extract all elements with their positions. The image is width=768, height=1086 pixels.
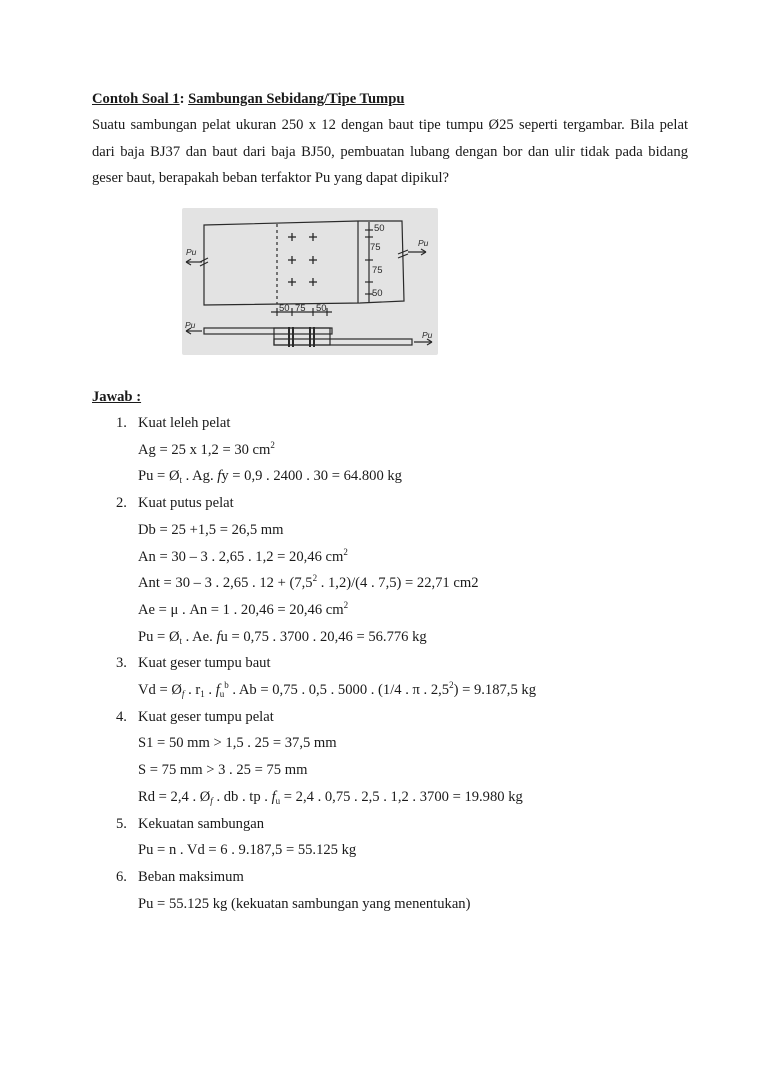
bolt-mark <box>288 233 296 241</box>
problem-section <box>92 86 688 192</box>
side-view <box>186 327 432 347</box>
side-load-label-right: Pu <box>422 330 433 340</box>
step-number: 1. <box>116 415 127 431</box>
step-title: Kuat geser tumpu pelat <box>138 708 274 725</box>
step-number: 2. <box>116 495 127 512</box>
equation-an: An = 30 – 3 . 2,65 . 1,2 = 20,46 $cm^2$ <box>138 546 348 565</box>
equation-pu: $Pu = Ø_t$ . Ag. fy = 0,9 . 2400 . 30 = 64.800 kg <box>138 468 402 486</box>
equation-ant: Ant = 30 – 3 . 2,65 . $12 + (7,5^2$ . 1,2)/(4 . 7,5) = 22,71 cm2 <box>138 573 479 592</box>
load-arrow-left <box>186 259 202 265</box>
solution-step <box>92 811 692 864</box>
side-load-label-left: Pu <box>185 320 196 330</box>
equation-pu: Pu = n . Vd = 6 . 9.187,5 = 55.125 kg <box>138 842 357 859</box>
bolt-mark <box>309 278 317 286</box>
equation-s1: S1 = 50 mm > 1,5 . 25 = 37,5 mm <box>138 735 337 752</box>
equation-vd: $Vd = Ø_f$ . $r_1$ . $f_u^b$ . Ab = 0,75 . 0,5 . 5000 . (1/4 . π . $2,5^2) = 9.187,5$ kg <box>138 680 536 700</box>
bolt-mark <box>309 256 317 264</box>
connection-drawing <box>182 208 438 355</box>
side-plate-right <box>274 339 412 345</box>
bolt-mark <box>288 278 296 286</box>
side-overlap <box>274 328 330 345</box>
problem-topic: Sambungan Sebidang/Tipe Tumpu <box>188 91 405 107</box>
step-title: Kuat leleh pelat <box>138 415 231 431</box>
dim-label-bottom: 50 <box>316 303 327 314</box>
step-number: 4. <box>116 708 127 725</box>
step-number: 3. <box>116 655 127 672</box>
dim-label-right: 75 <box>370 242 381 253</box>
load-arrow-right <box>408 249 426 255</box>
dim-label-right: 50 <box>374 223 385 234</box>
dim-label-right: 50 <box>372 288 383 299</box>
bolt-mark <box>288 256 296 264</box>
solution-step <box>92 410 692 490</box>
solution-step <box>92 650 692 703</box>
equation-pu: Pu = 55.125 kg (kekuatan sambungan yang menentukan) <box>138 895 471 912</box>
solution-step <box>92 704 692 811</box>
dim-label-right: 75 <box>372 265 383 276</box>
equation-ae: Ae = μ . An = 1 . 20,46 = 20,46 $cm^2$ <box>138 599 349 618</box>
title-separator: : <box>179 91 185 107</box>
step-number: 6. <box>116 868 127 885</box>
load-label-right: Pu <box>418 238 429 248</box>
step-title: Kuat putus pelat <box>138 495 234 512</box>
answer-heading: Jawab : <box>92 389 142 405</box>
bolt-mark <box>309 233 317 241</box>
equation-pu: $Pu = Ø_t$ . Ae. fu = 0,75 . 3700 . 20,46 = 56.776 kg <box>138 628 427 646</box>
equation-db: Db = 25 +1,5 = 26,5 mm <box>138 521 284 538</box>
equation-ag: Ag = 25 x 1,2 = 30 $cm^2$ <box>138 439 275 458</box>
problem-statement: Suatu sambungan pelat ukuran 250 x 12 dengan baut tipe tumpu Ø25 seperti tergambar. Bila pelat dari baja BJ37 dan baut dari baja BJ50, pembuatan lubang dengan bor dan ulir tidak pada bidang geser baut, berapakah beban terfaktor Pu yang dapat dipikul? <box>92 117 688 186</box>
equation-s: S = 75 mm > 3 . 25 = 75 mm <box>138 762 308 779</box>
solution-steps <box>92 410 692 917</box>
answer-section <box>92 384 692 917</box>
solution-step <box>92 864 692 917</box>
problem-title <box>92 86 688 112</box>
load-label-left: Pu <box>186 247 197 257</box>
connection-diagram <box>182 208 438 355</box>
step-number: 5. <box>116 815 127 832</box>
equation-rd: Rd = 2,4 . $Ø_f$ . db . tp . $f_u = 2,4$ . 0,75 . 2,5 . 1,2 . 3700 = 19.980 kg <box>138 788 523 806</box>
step-title: Kuat geser tumpu baut <box>138 655 271 672</box>
dim-label-bottom: 50 <box>279 303 290 314</box>
problem-label: Contoh Soal 1 <box>92 91 180 107</box>
step-title: Kekuatan sambungan <box>138 815 265 832</box>
bolt-pattern <box>288 233 317 286</box>
step-title: Beban maksimum <box>138 868 244 885</box>
solution-step <box>92 490 692 650</box>
dim-label-bottom: 75 <box>295 303 306 314</box>
side-plate-left <box>204 328 332 334</box>
